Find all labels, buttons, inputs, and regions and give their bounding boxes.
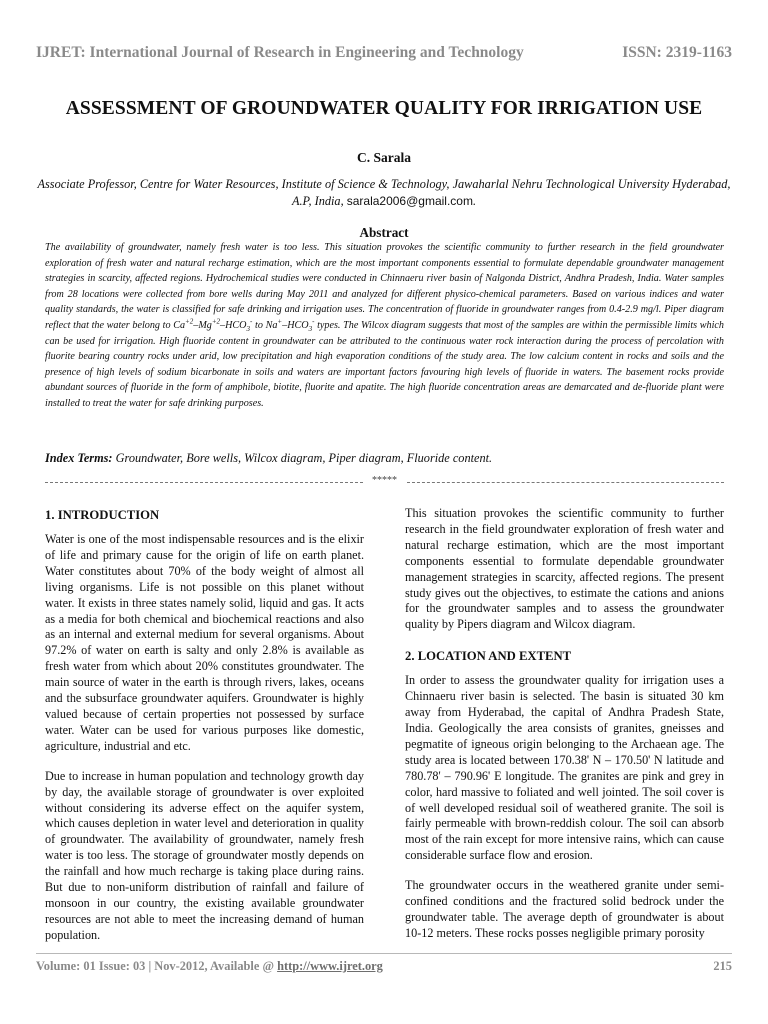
paper-title: ASSESSMENT OF GROUNDWATER QUALITY FOR IRRIGATION USE — [65, 98, 703, 119]
author-email-link[interactable]: sarala2006@gmail.com — [346, 194, 473, 208]
footer-rule — [36, 953, 732, 954]
intro-paragraph-2: Due to increase in human population and technology growth day by day, the available storage of groundwater is over exploited without considering its adverse effect on the aquifer system, which causes depletion in water level and deterioration in quality of groundwater. The availability of groundwater, namely fresh water is too less. The storage of groundwater mostly depends on the rainfall and how much recharge is taking place during rains. But due to non-uniform distribution of rainfall and failure of monsoon in our country, the existing available groundwater resources are not able to meet the increasing demand of human population. — [45, 768, 364, 942]
footer-website-link[interactable]: http://www.ijret.org — [277, 959, 383, 973]
running-header — [36, 44, 732, 68]
abstract-text-5: –HCO — [282, 319, 309, 331]
abstract-text-1: The availability of groundwater, namely fresh water is too less. This situation provokes the scientific community to further research in the field groundwater exploration of fresh water and natural recharge estimation, which are the most important components essential to formulate dependable groundwater management strategies in scarcity, affected regions. Hydrochemical studies were conducted in Chinnaeru river basin of Nalgonda District, Andhra Pradesh, India. Water samples from 28 locations were collected from bore wells during May 2011 and analyzed for different physico-chemical parameters. Based on various indices and water quality standards, the water is classified for safe drinking and irrigation uses. The concentration of fluoride in groundwater ranges from 0.4-2.9 mg/l. Piper diagram reflect that the water belong to Ca — [45, 242, 724, 331]
location-paragraph-2: The groundwater occurs in the weathered granite under semi-confined conditions and the fractured solid bedrock under the groundwater table. The average depth of groundwater is about 10-12 meters. These rocks posses negligible primary porosity — [405, 878, 724, 940]
abstract-sup-2: +2 — [211, 317, 221, 326]
divider-stars: ***** — [372, 475, 397, 486]
abstract-sup-4: + — [277, 317, 283, 326]
column-left — [45, 506, 364, 944]
divider-dash-left — [45, 482, 363, 483]
column-right — [405, 506, 724, 942]
abstract-sup-1: +2 — [185, 317, 194, 326]
section-divider — [45, 475, 724, 489]
abstract-sup-5: - — [312, 317, 315, 326]
intro-heading: 1. INTRODUCTION — [45, 508, 160, 522]
abstract-text-4: to Na — [252, 319, 278, 331]
abstract-text-2: –Mg — [193, 319, 212, 331]
abstract-sub-5: 3 — [308, 325, 313, 333]
abstract-sub-3: 3 — [246, 325, 250, 333]
footer-volume-text: Volume: 01 Issue: 03 | Nov-2012, Available @ — [36, 959, 278, 973]
affiliation-text: Associate Professor, Centre for Water Resources, Institute of Science & Technology, Jawaharlal Nehru Technological University Hyderabad, A.P, India, — [37, 177, 731, 208]
abstract-heading: Abstract — [359, 225, 409, 240]
author-name: C. Sarala — [357, 150, 411, 165]
author-affiliation — [36, 176, 732, 210]
page-number: 215 — [713, 959, 732, 973]
location-heading: 2. LOCATION AND EXTENT — [405, 649, 572, 664]
location-paragraph-1: In order to assess the groundwater quality for irrigation uses a Chinnaeru river basin is selected. The basin is situated 30 km away from Hyderabad, the capital of Andhra Pradesh State, India. Geologically the area consists of granites, gneisses and pegmatite of igneous origin belonging to the Archaean age. The study area is located between 170.38' N – 170.50' N latitude and 780.78' – 790.96' E longitude. The granites are pink and grey in color, hard massive to foliated and well jointed. The soil cover is of well developed residual soil of weathered granite. The soil is fairly permeable with brown-reddish colour. The soil can absorb most of the rain except for more intensive rains, which can cause considerable surface flow and erosion. — [405, 673, 724, 863]
abstract-sup-3: - — [250, 317, 253, 326]
divider-dash-right — [407, 482, 724, 483]
affiliation-end: . — [472, 194, 477, 208]
issn: ISSN: 2319-1163 — [622, 44, 732, 61]
intro-paragraph-3: This situation provokes the scientific community to further research in the field groundwater exploration of fresh water and natural recharge estimation, which are the most important components essential to formulate dependable groundwater management strategies in scarcity, affected regions. The present study gives out the objectives, to estimate the cations and anions for the groundwater samples and to assess the groundwater quality by Pipers diagram and Wilcox diagram. — [405, 506, 724, 632]
index-terms-text: Groundwater, Bore wells, Wilcox diagram, Piper diagram, Fluoride content. — [112, 451, 493, 465]
index-terms — [45, 451, 724, 466]
footer-volume — [36, 959, 383, 974]
abstract-text-6: types. The Wilcox diagram suggests that most of the samples are within the permissible limits which can be used for irrigation. High fluoride content in groundwater can be attributed to the continuous water rock interaction during the process of percolation with fluorite bearing country rocks under arid, low precipitation and high evaporation conditions of the study area. The low calcium content in rocks and soils and the presence of high levels of sodium bicarbonate in soils and waters are important factors favouring high levels of fluoride in waters. The basement rocks provide abundant sources of fluoride in the form of amphibole, biotite, fluorite and apatite. The high fluoride concentration areas are demarcated and de-fluoride plant were installed to treat the water for safe drinking purposes. — [45, 319, 724, 409]
abstract-text-3: –HCO — [220, 319, 247, 331]
index-terms-label: Index Terms: — [45, 451, 113, 465]
abstract-body — [45, 240, 724, 412]
journal-name: IJRET: International Journal of Research in Engineering and Technology — [36, 44, 524, 61]
intro-paragraph-1: Water is one of the most indispensable resources and is the elixir of life and primary cause for the origin of life on earth planet. Water constitutes about 70% of the body weight of almost all living organisms. Life is not possible on this planet without water. It exists in three states namely solid, liquid and gas. It acts as a media for both chemical and biochemical reactions and also as an internal and external medium for several organisms. About 97.2% of water on earth is salty and only 2.8% is available as fresh water from which about 20% constitutes groundwater. The main source of water in the earth is through rivers, lakes, oceans and the subsurface groundwater aquifers. Groundwater is highly valued because of certain properties not possessed by surface water. Water can be used for various purposes like domestic, agriculture, industrial and etc. — [45, 532, 364, 753]
